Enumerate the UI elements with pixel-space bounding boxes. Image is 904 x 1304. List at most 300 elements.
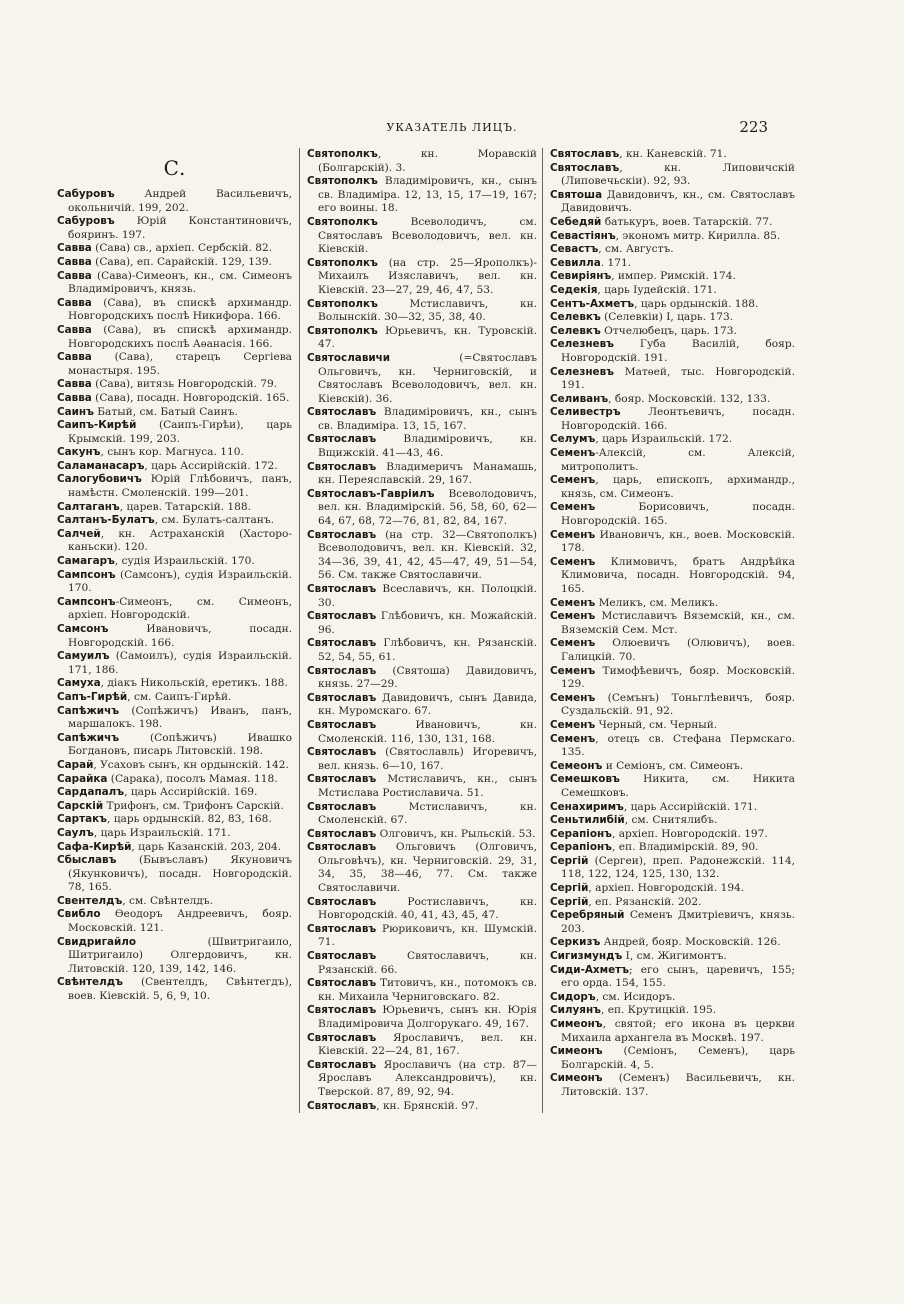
entry-text: ; его сынъ, царевичъ, 155; его орда. 154, 155. xyxy=(561,963,795,990)
index-entry xyxy=(307,637,537,664)
index-entry xyxy=(57,351,292,378)
entry-headword: Сиди-Ахметъ xyxy=(550,963,630,976)
index-entry xyxy=(307,1032,537,1059)
index-entry xyxy=(57,813,292,827)
index-entry xyxy=(550,447,795,474)
index-entry xyxy=(550,189,795,216)
entry-text: , кн. Каневскій. 71. xyxy=(619,148,727,160)
entry-text: , архіеп. Новгородскій. 194. xyxy=(588,882,745,895)
entry-text: и Семіонъ, см. Симеонъ. xyxy=(602,759,744,772)
index-entry xyxy=(307,148,537,175)
entry-headword: Святославъ xyxy=(307,841,377,854)
index-entry xyxy=(307,719,537,746)
index-entry xyxy=(307,610,537,637)
entry-headword: Селевкъ xyxy=(550,324,601,337)
index-entry xyxy=(307,746,537,773)
entry-text: Отчелюбецъ, царь. 173. xyxy=(600,324,737,337)
entry-text: Глѣбовичъ, кн. Можайскій. 96. xyxy=(318,610,537,636)
entry-text: Всеволодовичъ, вел. кн. Владимірскій. 56, 58, 60, 62—64, 67, 68, 72—76, 81, 82, 84, 167. xyxy=(318,487,537,528)
entry-text: Рюриковичъ, кн. Шумскій. 71. xyxy=(318,922,537,949)
entry-text: , см. Саипъ-Гирѣй. xyxy=(127,690,232,703)
entry-headword: Саипъ-Кирѣй xyxy=(57,419,137,432)
entry-text: Владиміровичъ, кн., сынъ св. Владиміра. 12, 13, 15, 17—19, 167; его воины. 18. xyxy=(318,175,537,215)
entry-headword: Свентелдъ xyxy=(57,894,123,907)
entry-text: (Семіонъ, Семенъ), царь Болгарскій. 4, 5. xyxy=(561,1045,795,1071)
entry-headword: Салогубовичъ xyxy=(57,473,142,486)
index-entry xyxy=(550,773,795,800)
entry-text: , еп. Рязанскій. 202. xyxy=(588,895,702,908)
entry-text: -Симеонъ, см. Симеонъ, архіеп. Новгородскій. xyxy=(68,595,292,622)
entry-text: , импер. Римскій. 174. xyxy=(611,270,736,283)
index-entry xyxy=(57,841,292,855)
entry-text: , архіеп. Новгородскій. 197. xyxy=(612,827,768,840)
entry-text: , царев. Татарскій. 188. xyxy=(119,500,251,513)
index-entry xyxy=(550,801,795,815)
entry-headword: Симеонъ xyxy=(550,1072,603,1085)
entry-headword: Салтаганъ xyxy=(57,500,120,513)
entry-headword: Сардапалъ xyxy=(57,786,125,799)
entry-headword: Святославъ xyxy=(307,800,377,813)
entry-headword: Серапіонъ xyxy=(550,827,612,840)
entry-text: , кн. Брянскій. 97. xyxy=(376,1099,479,1112)
entry-text: Владиміровичъ, кн., сынъ св. Владиміра. 13, 15, 167. xyxy=(318,406,537,432)
entry-text: Олговичъ, кн. Рыльскій. 53. xyxy=(376,827,536,840)
entry-text: Ярославичъ (на стр. 87—Ярославъ Александровичъ), кн. Тверской. 87, 89, 92, 94. xyxy=(318,1058,537,1098)
entry-headword: Святославъ xyxy=(307,664,377,677)
entry-text: (Сава), въ спискѣ архимандр. Новгородскихъ послѣ Никифора. 166. xyxy=(68,296,292,323)
index-entry xyxy=(550,828,795,842)
entry-text: Борисовичъ, посадн. Новгородскій. 165. xyxy=(561,501,795,528)
index-entry xyxy=(307,529,537,583)
entry-headword: Святославъ xyxy=(307,1004,377,1017)
index-entry xyxy=(550,814,795,828)
entry-headword: Семенъ xyxy=(550,718,596,731)
index-entry xyxy=(550,896,795,910)
entry-headword: Семенъ xyxy=(550,610,596,623)
index-entry xyxy=(550,325,795,339)
entry-headword: Семенъ xyxy=(550,528,596,541)
entry-headword: Севиріянъ xyxy=(550,270,612,283)
index-entry xyxy=(550,637,795,664)
column-3 xyxy=(542,148,795,1113)
index-entry xyxy=(307,298,537,325)
entry-text: , см. Снитялибъ. xyxy=(624,814,718,827)
entry-headword: Сапѣжичъ xyxy=(57,704,120,717)
entry-headword: Сентъ-Ахметъ xyxy=(550,297,635,310)
entry-headword: Семенъ xyxy=(550,664,596,677)
index-entry xyxy=(307,828,537,842)
entry-text: (Сава), еп. Сарайскій. 129, 139. xyxy=(91,255,272,268)
entry-headword: Свибло xyxy=(57,908,101,921)
entry-headword: Сергій xyxy=(550,882,589,895)
page-number: 223 xyxy=(739,118,768,136)
index-entry xyxy=(550,366,795,393)
entry-headword: Святополкъ xyxy=(307,175,378,188)
entry-headword: Святополкъ xyxy=(307,215,378,228)
entry-text: (Самсонъ), судія Израильскій. 170. xyxy=(68,568,292,595)
entry-headword: Святополкъ xyxy=(307,256,378,269)
entry-text: Титовичъ, кн., потомокъ св. кн. Михаила Черниговскаго. 82. xyxy=(318,977,537,1003)
index-entry xyxy=(57,297,292,324)
index-entry xyxy=(57,800,292,814)
entry-text: Давидовичъ, кн., см. Святославъ Давидовичъ. xyxy=(561,188,795,215)
entry-headword: Савва xyxy=(57,242,92,255)
index-entry xyxy=(307,801,537,828)
entry-text: , царь ордынскій. 82, 83, 168. xyxy=(106,813,272,826)
index-entry xyxy=(550,148,795,162)
index-entry xyxy=(307,488,537,529)
entry-text: Семенъ Дмитріевичъ, князь. 203. xyxy=(561,909,795,935)
entry-text: (Семънъ) Тоньглѣевичъ, бояр. Суздальскій. 91, 92. xyxy=(561,691,795,718)
entry-headword: Селевкъ xyxy=(550,311,601,324)
index-entry xyxy=(307,950,537,977)
index-entry xyxy=(57,514,292,528)
entry-headword: Семенъ xyxy=(550,596,596,609)
entry-text: Глѣбовичъ, кн. Рязанскій. 52, 54, 55, 61. xyxy=(318,637,537,663)
entry-headword: Святославъ xyxy=(307,460,377,473)
entry-headword: Савва xyxy=(57,269,92,282)
entry-headword: Святославъ xyxy=(307,746,377,759)
entry-text: Юрьевичъ, кн. Туровскій. 47. xyxy=(318,324,537,351)
index-entry xyxy=(550,719,795,733)
entry-headword: Святославъ xyxy=(307,718,377,731)
entry-text: , царь Іудейскій. 171. xyxy=(597,283,717,296)
entry-text: , царь ордынскій. 188. xyxy=(634,297,759,310)
entry-headword: Сакунъ xyxy=(57,446,101,459)
entry-text: Трифонъ, см. Трифонъ Сарскій. xyxy=(103,799,284,812)
index-entry xyxy=(307,773,537,800)
entry-headword: Святославъ-Гавріилъ xyxy=(307,487,435,500)
entry-text: Ростиславичъ, кн. Новгородскій. 40, 41, 43, 45, 47. xyxy=(318,895,537,922)
index-entry xyxy=(307,216,537,257)
index-entry xyxy=(307,1100,537,1114)
entry-headword: Святославъ xyxy=(307,433,377,446)
entry-headword: Самуилъ xyxy=(57,650,110,663)
entry-headword: Святославъ xyxy=(550,148,620,160)
entry-headword: Свѣнтелдъ xyxy=(57,976,123,989)
index-entry xyxy=(550,216,795,230)
index-entry xyxy=(57,446,292,460)
entry-headword: Савва xyxy=(57,351,92,364)
entry-text: (на стр. 25—Ярополкъ)-Михаилъ Изяславичъ, вел. кн. Кіевскій. 23—27, 29, 46, 47, 53. xyxy=(318,256,537,296)
entry-text: Ивановичъ, кн., воев. Московскій. 178. xyxy=(561,528,795,555)
entry-text: , святой; его икона въ церкви Михаила архангела въ Москвѣ. 197. xyxy=(561,1018,795,1044)
entry-text: Батый, см. Батый Саинъ. xyxy=(93,405,238,418)
entry-headword: Святополкъ xyxy=(307,297,378,310)
index-entry xyxy=(550,474,795,501)
entry-text: , судія Израильскій. 170. xyxy=(114,555,255,568)
entry-text: Юрій Константиновичъ, бояринъ. 197. xyxy=(68,215,292,241)
index-entry xyxy=(307,461,537,488)
entry-text: Андрей, бояр. Московскій. 126. xyxy=(600,936,781,949)
index-entry xyxy=(550,501,795,528)
entry-headword: Святославъ xyxy=(307,895,377,908)
entry-headword: Святоша xyxy=(550,188,603,201)
entry-text: Меликъ, см. Меликъ. xyxy=(595,596,719,609)
entry-text: , сынъ кор. Магнуса. 110. xyxy=(100,446,244,459)
index-entry xyxy=(550,162,795,189)
index-entry xyxy=(550,610,795,637)
running-title: УКАЗАТЕЛЬ ЛИЦЪ. xyxy=(386,121,518,134)
entry-text: Тимофѣевичъ, бояр. Московскій. 129. xyxy=(561,664,795,691)
entry-text: , см. Августъ. xyxy=(598,243,674,256)
entry-text: Олюевичъ (Олювичъ), воев. Галицкій. 70. xyxy=(561,637,795,663)
index-entry xyxy=(550,1018,795,1045)
entry-text: (Сава) св., архіеп. Сербскій. 82. xyxy=(91,242,273,255)
entry-headword: Севастъ xyxy=(550,243,599,256)
entry-headword: Святославъ xyxy=(307,691,377,704)
index-entry xyxy=(57,215,292,242)
entry-text: -Алексій, см. Алексій, митрополитъ. xyxy=(561,447,795,473)
entry-text: (Бывъславъ) Якуновичъ (Якунковичъ), посадн. Новгородскій. 78, 165. xyxy=(68,854,292,894)
entry-headword: Салчей xyxy=(57,527,101,540)
entry-text: , царь, епископъ, архимандр., князь, см. Симеонъ. xyxy=(561,474,795,500)
entry-text: Святославичъ, кн. Рязанскій. 66. xyxy=(318,950,537,976)
entry-text: , царь Израильскій. 171. xyxy=(93,826,231,839)
entry-headword: Симеонъ xyxy=(550,1018,603,1030)
entry-headword: Сенахиримъ xyxy=(550,800,624,813)
entry-headword: Святославъ xyxy=(307,1099,377,1112)
index-entry xyxy=(550,909,795,936)
index-entry xyxy=(550,529,795,556)
index-entry xyxy=(307,841,537,895)
entry-text: (Семенъ) Васильевичъ, кн. Литовскій. 137. xyxy=(561,1072,795,1098)
index-entry xyxy=(57,936,292,977)
index-entry xyxy=(307,406,537,433)
entry-text: (Селевкіи) I, царь. 173. xyxy=(600,311,734,324)
index-entry xyxy=(57,976,292,1003)
column-1 xyxy=(57,148,299,1113)
entry-text: (на стр. 32—Святополкъ) Всеволодовичъ, вел. кн. Кіевскій. 32, 34—36, 39, 41, 42, 45—47, 49, 51—54, 56. См. также Святославичи. xyxy=(318,528,537,582)
entry-headword: Селумъ xyxy=(550,433,596,446)
entry-headword: Семенъ xyxy=(550,637,596,650)
index-entry xyxy=(550,270,795,284)
entry-headword: Семеонъ xyxy=(550,759,603,772)
index-entry xyxy=(550,760,795,774)
entry-text: (Сарака), посолъ Мамая. 118. xyxy=(107,772,278,785)
index-entry xyxy=(57,270,292,297)
index-entry xyxy=(550,257,795,271)
index-entry xyxy=(307,1004,537,1031)
index-entry xyxy=(550,882,795,896)
entry-text: , см. Исидоръ. xyxy=(595,990,676,1003)
index-entry xyxy=(550,406,795,433)
index-entry xyxy=(57,392,292,406)
index-entry xyxy=(550,556,795,597)
index-entry xyxy=(57,773,292,787)
entry-text: , кн. Моравскій (Болгарскій). 3. xyxy=(318,148,537,174)
entry-text: (Сава), старецъ Сергіева монастыря. 195. xyxy=(68,351,292,377)
entry-text: , отецъ св. Стефана Пермскаго. 135. xyxy=(561,732,795,759)
index-entry xyxy=(57,691,292,705)
entry-text: , экономъ митр. Кирилла. 85. xyxy=(615,229,781,242)
index-entry xyxy=(550,841,795,855)
index-entry xyxy=(57,419,292,446)
entry-text: Ярославичъ, вел. кн. Кіевскій. 22—24, 81, 167. xyxy=(318,1031,537,1058)
index-entry xyxy=(57,596,292,623)
entry-headword: Святославъ xyxy=(550,161,620,174)
column-2 xyxy=(299,148,542,1113)
index-entry xyxy=(550,284,795,298)
entry-headword: Савва xyxy=(57,323,92,336)
entry-headword: Самсонъ xyxy=(57,623,109,635)
entry-headword: Серебряный xyxy=(550,909,625,922)
entry-text: Юрій Глѣбовичъ, панъ, намѣстн. Смоленскій. 199—201. xyxy=(68,473,292,500)
entry-text: Ивановичъ, кн. Смоленскій. 116, 130, 131, 168. xyxy=(318,718,537,745)
index-entry xyxy=(57,705,292,732)
index-entry xyxy=(550,1004,795,1018)
entry-headword: Святославъ xyxy=(307,922,377,935)
entry-text: Всеславичъ, кн. Полоцкій. 30. xyxy=(318,583,537,609)
index-entry xyxy=(550,433,795,447)
entry-text: , см. Булатъ-салтанъ. xyxy=(154,514,274,527)
entry-headword: Семенъ xyxy=(550,501,596,514)
entry-headword: Седекія xyxy=(550,283,598,296)
entry-headword: Святославъ xyxy=(307,583,377,595)
entry-text: , еп. Владимірскій. 89, 90. xyxy=(612,841,759,854)
entry-headword: Святославъ xyxy=(307,1058,377,1071)
entry-headword: Саинъ xyxy=(57,405,94,418)
entry-text: , кн. Астраханскій (Хасторо-каньски). 120. xyxy=(68,527,292,554)
index-entry xyxy=(550,230,795,244)
index-entry xyxy=(550,298,795,312)
entry-text: I, см. Жигимонтъ. xyxy=(622,950,727,963)
entry-text: , діакъ Никольскій, еретикъ. 188. xyxy=(100,677,288,690)
entry-headword: Севилла xyxy=(550,256,601,269)
entry-text: Ольговичъ (Олговичъ, Ольговѣчъ), кн. Черниговскій. 29, 31, 34, 35, 38—46, 77. См. также Святославичи. xyxy=(318,841,537,895)
entry-headword: Сампсонъ xyxy=(57,568,116,581)
index-entry xyxy=(57,242,292,256)
entry-headword: Севастіянъ xyxy=(550,229,616,242)
index-entry xyxy=(57,256,292,270)
index-entry xyxy=(57,501,292,515)
entry-text: . 171. xyxy=(600,256,632,269)
index-entry xyxy=(550,311,795,325)
entry-headword: Сартакъ xyxy=(57,813,107,826)
entry-text: , еп. Крутицкій. 195. xyxy=(600,1004,717,1017)
index-entry xyxy=(307,257,537,298)
entry-text: (Сава), витязь Новгородскій. 79. xyxy=(91,378,278,391)
entry-headword: Семенъ xyxy=(550,555,596,568)
running-header xyxy=(0,118,904,138)
entry-text: Мстиславичъ, кн., сынъ Мстислава Ростиславича. 51. xyxy=(318,773,537,799)
index-entry xyxy=(57,473,292,500)
entry-text: , см. Свѣнтелдъ. xyxy=(122,894,213,907)
index-entry xyxy=(307,583,537,610)
entry-headword: Святославъ xyxy=(307,1031,377,1044)
entry-text: (Сергеи), преп. Радонежскій. 114, 118, 122, 124, 125, 130, 132. xyxy=(561,854,795,881)
index-entry xyxy=(307,325,537,352)
entry-headword: Селивестръ xyxy=(550,406,621,419)
entry-headword: Святославъ xyxy=(307,827,377,840)
index-entry xyxy=(550,1045,795,1072)
index-entry xyxy=(550,964,795,991)
entry-headword: Сарайка xyxy=(57,772,108,785)
index-entry xyxy=(550,665,795,692)
entry-text: (Святославль) Игоревичъ, вел. князь. 6—10, 167. xyxy=(318,746,537,772)
entry-text: Черный, см. Черный. xyxy=(595,718,718,731)
index-entry xyxy=(57,188,292,215)
index-entry xyxy=(307,665,537,692)
entry-headword: Семешковъ xyxy=(550,773,620,786)
entry-headword: Саламанасаръ xyxy=(57,459,145,472)
entry-text: Мстиславичъ, кн. Волынскій. 30—32, 35, 38, 40. xyxy=(318,297,537,324)
entry-text: (Швитригаило, Шитригаило) Олгердовичъ, кн. Литовскій. 120, 139, 142, 146. xyxy=(68,935,292,975)
entry-headword: Святославъ xyxy=(307,637,377,650)
entry-text: (Свентелдъ, Свѣнтегдъ), воев. Кіевскій. 5, 6, 9, 10. xyxy=(68,976,292,1003)
entry-headword: Савва xyxy=(57,255,92,268)
entry-headword: Семенъ xyxy=(550,691,596,704)
index-entry xyxy=(307,977,537,1004)
entry-text: (=Святославъ Ольговичъ, кн. Черниговскій, и Святославъ Всеволодовичъ, вел. кн. Кіевскій). 36. xyxy=(318,351,537,405)
entry-text: Ѳеодоръ Андреевичъ, бояр. Московскій. 121. xyxy=(68,908,292,935)
entry-text: (Сопѣжичъ) Ивашко Богдановъ, писарь Литовскій. 198. xyxy=(68,731,292,758)
entry-text: (Саипъ-Гирѣи), царь Крымскій. 199, 203. xyxy=(68,419,292,445)
index-entry xyxy=(550,936,795,950)
index-entry xyxy=(550,1072,795,1099)
entry-text: , царь Ассирійскій. 169. xyxy=(124,786,258,799)
index-entry xyxy=(57,759,292,773)
entry-headword: Святославъ xyxy=(307,950,377,963)
index-entry xyxy=(550,243,795,257)
index-entry xyxy=(57,854,292,895)
entry-headword: Сабуровъ xyxy=(57,188,115,200)
index-entry xyxy=(307,433,537,460)
entry-headword: Савва xyxy=(57,296,92,309)
index-entry xyxy=(57,324,292,351)
entry-headword: Саулъ xyxy=(57,826,94,839)
entry-text: , царь Ассирійскій. 172. xyxy=(144,459,278,472)
entry-headword: Серапіонъ xyxy=(550,841,612,854)
index-entry xyxy=(57,895,292,909)
entry-text: Ивановичъ, посадн. Новгородскій. 166. xyxy=(68,623,292,649)
index-entry xyxy=(307,692,537,719)
index-entry xyxy=(57,528,292,555)
entry-headword: Себедяй xyxy=(550,215,602,228)
entry-text: Мстиславичъ Вяземскій, кн., см. Вяземскій Сем. Мст. xyxy=(561,610,795,636)
entry-headword: Савва xyxy=(57,378,92,391)
entry-headword: Святославъ xyxy=(307,977,377,990)
entry-text: (Сава)-Симеонъ, кн., см. Симеонъ Владиміровичъ, князь. xyxy=(68,269,292,296)
index-entry xyxy=(307,352,537,406)
entry-headword: Савва xyxy=(57,391,92,404)
entry-headword: Сарскій xyxy=(57,799,104,812)
index-entry xyxy=(307,1059,537,1100)
entry-headword: Самуха xyxy=(57,677,101,690)
entry-headword: Святополкъ xyxy=(307,324,378,337)
entry-text: Матѳей, тыс. Новгородскій. 191. xyxy=(561,365,795,392)
entry-headword: Семенъ xyxy=(550,447,596,460)
entry-text: Юрьевичъ, сынъ кн. Юрія Владиміровича Долгорукаго. 49, 167. xyxy=(318,1004,537,1030)
entry-text: Леонтьевичъ, посадн. Новгородскій. 166. xyxy=(561,406,795,432)
entry-headword: Святополкъ xyxy=(307,148,378,160)
entry-text: (Сава), въ спискѣ архимандр. Новгородскихъ послѣ Аѳанасія. 166. xyxy=(68,323,292,350)
entry-headword: Селиванъ xyxy=(550,392,609,405)
entry-headword: Святославъ xyxy=(307,610,377,623)
entry-headword: Святославъ xyxy=(307,528,377,541)
index-entry xyxy=(307,923,537,950)
entry-headword: Сергій xyxy=(550,854,589,867)
entry-text: батькуръ, воев. Татарскій. 77. xyxy=(601,215,773,228)
entry-text: , Усаховъ сынъ, кн ордынскій. 142. xyxy=(93,758,289,771)
section-letter: С. xyxy=(163,156,186,180)
index-entry xyxy=(57,623,292,650)
entry-headword: Сидоръ xyxy=(550,990,596,1003)
entry-text: Климовичъ, братъ Андрѣйка Климовича, посадн. Новгородскій. 94, 165. xyxy=(561,555,795,595)
entry-text: Давидовичъ, сынъ Давида, кн. Муромскаго. 67. xyxy=(318,691,537,718)
entry-headword: Серкизъ xyxy=(550,936,601,949)
entry-headword: Святославичи xyxy=(307,351,391,364)
